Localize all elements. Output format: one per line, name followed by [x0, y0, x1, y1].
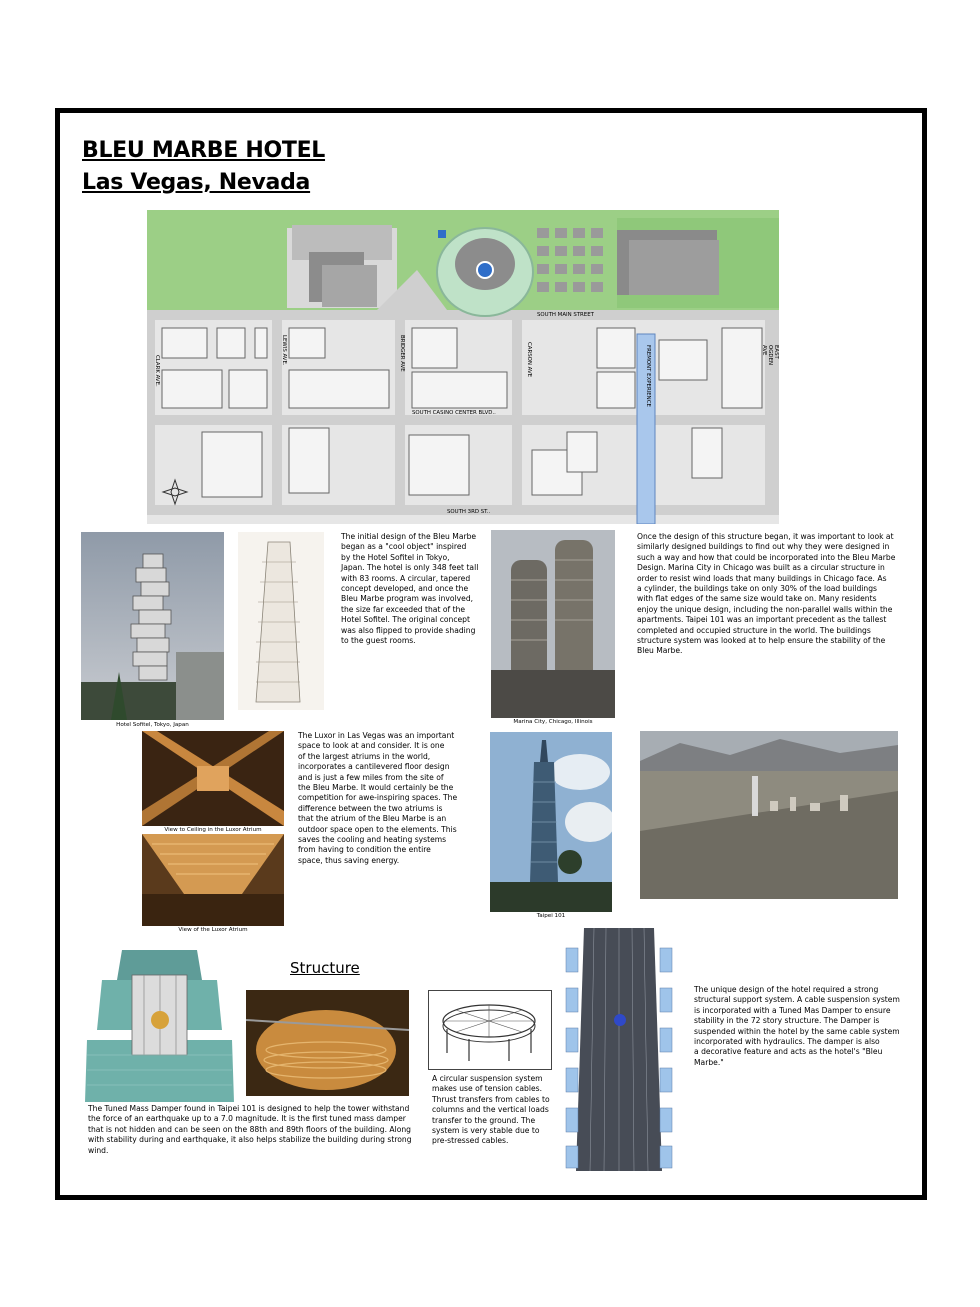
- text-line: Hotel Sofitel. The original concept: [341, 615, 470, 625]
- text-line: incorporates a cantilevered floor design: [298, 762, 450, 772]
- poster-title: BLEU MARBE HOTEL: [82, 138, 326, 163]
- text-line: similarly designed buildings to find out why they were designed in: [637, 542, 890, 552]
- site-map: [147, 210, 779, 524]
- text-line: A circular suspension system: [432, 1074, 543, 1083]
- photo-marina-city: [491, 530, 615, 718]
- caption-taipei: Taipei 101: [536, 913, 566, 919]
- text-line: space to look at and consider. It is one: [298, 741, 445, 751]
- drawing-hotel-section: [564, 928, 674, 1171]
- text-line: order to resist wind loads that many buildings in Chicago face. As: [637, 573, 887, 583]
- text-line: outdoor space open to the elements. This: [298, 824, 457, 834]
- text-line: Bleu Marbe program was involved,: [341, 594, 474, 604]
- paragraph-initial-design: [341, 532, 491, 646]
- text-line: concept developed, and once the: [341, 584, 469, 594]
- text-line: apartments. Taipei 101 was an important precedent as the tallest: [637, 615, 887, 625]
- paragraph-luxor: [298, 731, 473, 866]
- text-line: pre-stressed cables.: [432, 1136, 509, 1146]
- diagram-circular-suspension: [428, 990, 552, 1070]
- photo-luxor-atrium: [142, 834, 284, 926]
- poster-subtitle: Las Vegas, Nevada: [82, 170, 311, 195]
- text-line: incorporated with hydraulics. The damper is also: [694, 1037, 880, 1047]
- text-line: that the atrium of the Bleu Marbe is an: [298, 814, 447, 824]
- text-line: The Luxor in Las Vegas was an important: [298, 731, 455, 740]
- text-line: difference between the two atriums is: [298, 803, 443, 813]
- text-line: saves the cooling and heating systems: [298, 835, 447, 845]
- text-line: stability in the 72 story structure. The Damper is: [694, 1016, 880, 1026]
- text-line: space, thus saving energy.: [298, 855, 400, 865]
- text-line: with 83 rooms. A circular, tapered: [341, 573, 471, 583]
- text-line: Marbe.": [694, 1057, 724, 1067]
- street-south-3rd: SOUTH 3RD ST..: [447, 509, 491, 515]
- street-clark: CLARK AVE.: [154, 355, 160, 387]
- text-line: to the guest rooms.: [341, 636, 416, 646]
- street-ogden: EAST OGDEN AVE: [761, 345, 779, 366]
- paragraph-tuned-mass-damper: [88, 1104, 418, 1156]
- text-line: competition for awe-inspiring spaces. The: [298, 793, 458, 803]
- text-line: the Bleu Marbe. It would certainly be the: [298, 783, 454, 793]
- photo-luxor-ceiling: [142, 731, 284, 826]
- text-line: Design. Marina City in Chicago was built as a circular structure in: [637, 563, 885, 573]
- street-south-casino: SOUTH CASINO CENTER BLVD..: [412, 410, 496, 416]
- photo-taipei-101: [490, 732, 612, 912]
- text-line: the size far exceeded that of the: [341, 604, 466, 614]
- text-line: structural support system. A cable suspension system: [694, 995, 900, 1005]
- caption-luxor-atrium: View of the Luxor Atrium: [178, 927, 248, 933]
- photo-hotel-sofitel: [81, 532, 224, 720]
- text-line: with flat edges of the same size would take on. Many residents: [637, 594, 877, 604]
- text-line: enjoy the unique design, including the non-parallel walls within the: [637, 604, 893, 614]
- text-line: The initial design of the Bleu Marbe: [341, 532, 477, 541]
- text-line: from having to condition the entire: [298, 845, 431, 855]
- text-line: Once the design of this structure began, it was important to look at: [637, 532, 894, 541]
- section-heading-structure: Structure: [290, 959, 360, 977]
- text-line: a cylinder, the buildings take on only 30% of the load buildings: [637, 584, 877, 594]
- paragraph-suspension: [432, 1074, 562, 1147]
- text-line: by the Hotel Sofitel in Tokyo,: [341, 552, 450, 562]
- photo-damper-sphere: [246, 990, 409, 1096]
- text-line: is incorporated with a Tuned Mas Damper to ensure: [694, 1005, 891, 1015]
- text-line: was also flipped to provide shading: [341, 625, 476, 635]
- text-line: Japan. The hotel is only 348 feet tall: [341, 563, 479, 573]
- text-line: makes use of tension cables.: [432, 1084, 543, 1094]
- text-line: structure system was looked at to help ensure the stability of the: [637, 636, 886, 646]
- text-line: a decorative feature and acts as the hotel's "Bleu: [694, 1047, 883, 1057]
- text-line: system is very stable due to: [432, 1126, 540, 1136]
- text-line: wind.: [88, 1145, 109, 1155]
- street-fremont: FREMONT EXPERIENCE: [645, 345, 651, 407]
- text-line: of the largest atriums in the world,: [298, 751, 431, 761]
- text-line: transfer to the ground. The: [432, 1115, 536, 1125]
- text-line: that is not hidden and can be seen on the 88th and 89th floors of the building. Along: [88, 1124, 412, 1134]
- text-line: such a way and how that could be incorporated into the Bleu Marbe: [637, 552, 896, 562]
- caption-marina: Marina City, Chicago, Illinois: [513, 719, 593, 725]
- caption-luxor-ceiling: View to Ceiling in the Luxor Atrium: [164, 827, 262, 833]
- street-lewis: LEWIS AVE.: [281, 335, 287, 366]
- photo-las-vegas-aerial: [640, 731, 898, 899]
- drawing-taipei-damper: [82, 940, 237, 1102]
- street-carson: CARSON AVE: [526, 342, 532, 378]
- text-line: The unique design of the hotel required a strong: [694, 985, 879, 994]
- text-line: columns and the vertical loads: [432, 1105, 549, 1115]
- text-line: completed and occupied structure in the world. The buildings: [637, 625, 871, 635]
- caption-sofitel: Hotel Sofitel, Tokyo, Japan: [116, 722, 189, 728]
- text-line: and is just a few miles from the site of: [298, 772, 444, 782]
- text-line: The Tuned Mass Damper found in Taipei 101 is designed to help the tower withstand: [88, 1104, 410, 1113]
- text-line: Thrust transfers from cables to: [432, 1094, 550, 1104]
- sketch-initial-concept: [238, 532, 324, 710]
- text-line: Bleu Marbe.: [637, 646, 683, 656]
- text-line: began as a "cool object" inspired: [341, 542, 467, 552]
- street-bridger: BRIDGER AVE: [399, 335, 405, 372]
- paragraph-similar-buildings: [637, 532, 917, 657]
- text-line: suspended within the hotel by the same cable system: [694, 1026, 900, 1036]
- text-line: the force of an earthquake up to a 7.0 magnitude. It is the first tuned mass damper: [88, 1114, 406, 1124]
- text-line: with stability during and earthquake, it also helps stabilize the building during strong: [88, 1135, 412, 1145]
- street-south-main: SOUTH MAIN STREET: [537, 312, 594, 318]
- paragraph-unique-design: [694, 985, 904, 1068]
